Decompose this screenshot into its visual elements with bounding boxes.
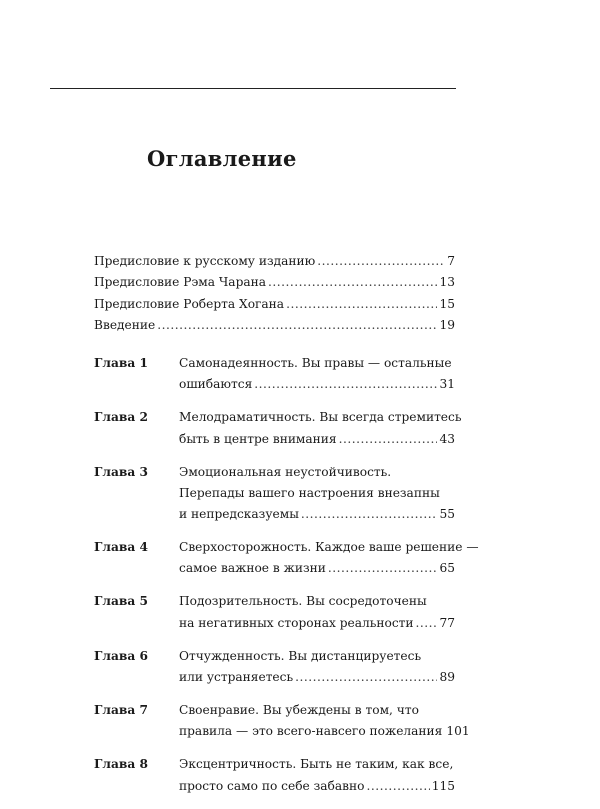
- toc-entry-title: Предисловие к русскому изданию: [94, 254, 316, 268]
- chapter-title-line: Мелодраматичность. Вы всегда стремитесь: [179, 410, 462, 425]
- chapter-entry-2[interactable]: [94, 407, 462, 450]
- chapter-page: 77: [439, 615, 455, 630]
- chapter-entry-7[interactable]: [94, 700, 470, 743]
- toc-entry[interactable]: [94, 294, 455, 315]
- chapter-title-line: ошибаются: [179, 377, 253, 392]
- chapter-title-line: самое важное в жизни: [179, 561, 326, 576]
- chapter-title-line: или устраняетесь: [179, 670, 294, 684]
- chapter-title-line: Сверхосторожность. Каждое ваше решение —: [179, 540, 479, 555]
- toc-entry-title: Предисловие Роберта Хогана: [94, 296, 285, 311]
- chapter-list: [94, 353, 479, 809]
- chapter-page: 89: [439, 670, 455, 684]
- chapter-label: Глава 3: [94, 464, 148, 479]
- chapter-title-line: Перепады вашего настроения внезапны: [179, 485, 440, 500]
- chapter-title-line: быть в центре внимания: [179, 431, 337, 446]
- chapter-title-line: на негативных сторонах реальности: [179, 615, 414, 630]
- page-title: Оглавление: [147, 146, 297, 171]
- dot-leader: [301, 504, 438, 525]
- chapter-entry-8[interactable]: [94, 754, 455, 797]
- chapter-title-line: просто само по себе забавно: [179, 778, 365, 793]
- toc-entry[interactable]: [94, 251, 455, 272]
- chapter-title-line: Эмоциональная неустойчивость.: [179, 464, 392, 479]
- dot-leader: [366, 776, 429, 797]
- chapter-page: 101: [446, 724, 470, 739]
- dot-leader: [157, 315, 437, 336]
- front-matter-list: [94, 251, 455, 336]
- chapter-title-line: Своенравие. Вы убеждены в том, что: [179, 702, 419, 717]
- dot-leader: [254, 374, 437, 395]
- chapter-label: Глава 2: [94, 410, 148, 425]
- chapter-page: 55: [439, 507, 455, 522]
- dot-leader: [416, 613, 438, 634]
- chapter-label: Глава 5: [94, 594, 148, 609]
- toc-entry-title: Предисловие Рэма Чарана: [94, 275, 267, 290]
- chapter-page: 31: [439, 377, 455, 392]
- chapter-entry-3[interactable]: [94, 462, 455, 526]
- dot-leader: [339, 429, 438, 450]
- chapter-label: Глава 1: [94, 356, 148, 370]
- toc-entry-page: 13: [439, 275, 455, 290]
- chapter-label: Глава 4: [94, 540, 148, 555]
- chapter-label: Глава 6: [94, 648, 148, 663]
- chapter-page: 65: [439, 561, 455, 576]
- chapter-page: 43: [439, 431, 455, 446]
- dot-leader: [295, 667, 437, 688]
- chapter-title-line: правила — это всего-навсего пожелания: [179, 724, 443, 739]
- toc-entry[interactable]: [94, 315, 455, 336]
- chapter-page: 115: [431, 778, 455, 793]
- chapter-title-line: Подозрительность. Вы сосредоточены: [179, 594, 427, 609]
- toc-entry-page: 7: [447, 254, 455, 268]
- chapter-title-line: Эксцентричность. Быть не таким, как все,: [179, 757, 454, 772]
- top-rule: [50, 88, 456, 89]
- dot-leader: [328, 558, 438, 579]
- chapter-title-line: и непредсказуемы: [179, 507, 299, 522]
- chapter-entry-1[interactable]: [94, 353, 455, 396]
- chapter-entry-5[interactable]: [94, 591, 455, 634]
- chapter-label: Глава 8: [94, 757, 148, 772]
- toc-entry[interactable]: [94, 272, 455, 293]
- toc-entry-page: 19: [439, 317, 455, 332]
- dot-leader: [317, 251, 445, 272]
- dot-leader: [286, 294, 437, 315]
- dot-leader: [268, 272, 437, 293]
- toc-entry-title: Введение: [94, 317, 156, 332]
- chapter-title-line: Самонадеянность. Вы правы — остальные: [179, 356, 452, 370]
- toc-entry-page: 15: [439, 296, 455, 311]
- chapter-label: Глава 7: [94, 702, 148, 717]
- chapter-entry-4[interactable]: [94, 537, 479, 580]
- chapter-entry-6[interactable]: [94, 646, 455, 689]
- chapter-title-line: Отчужденность. Вы дистанцируетесь: [179, 648, 422, 663]
